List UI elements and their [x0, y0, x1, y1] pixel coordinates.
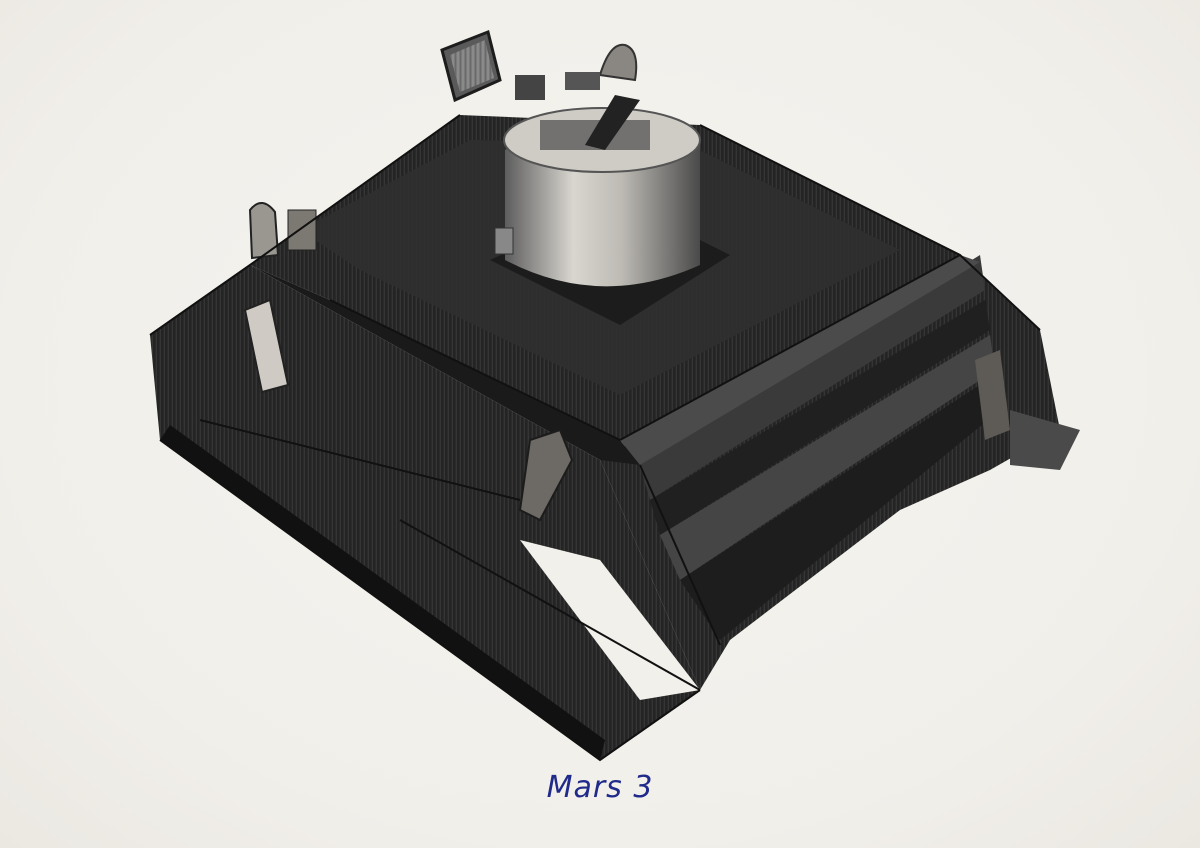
caption-label: Mars 3: [546, 770, 654, 805]
top-equipment: [442, 32, 636, 100]
